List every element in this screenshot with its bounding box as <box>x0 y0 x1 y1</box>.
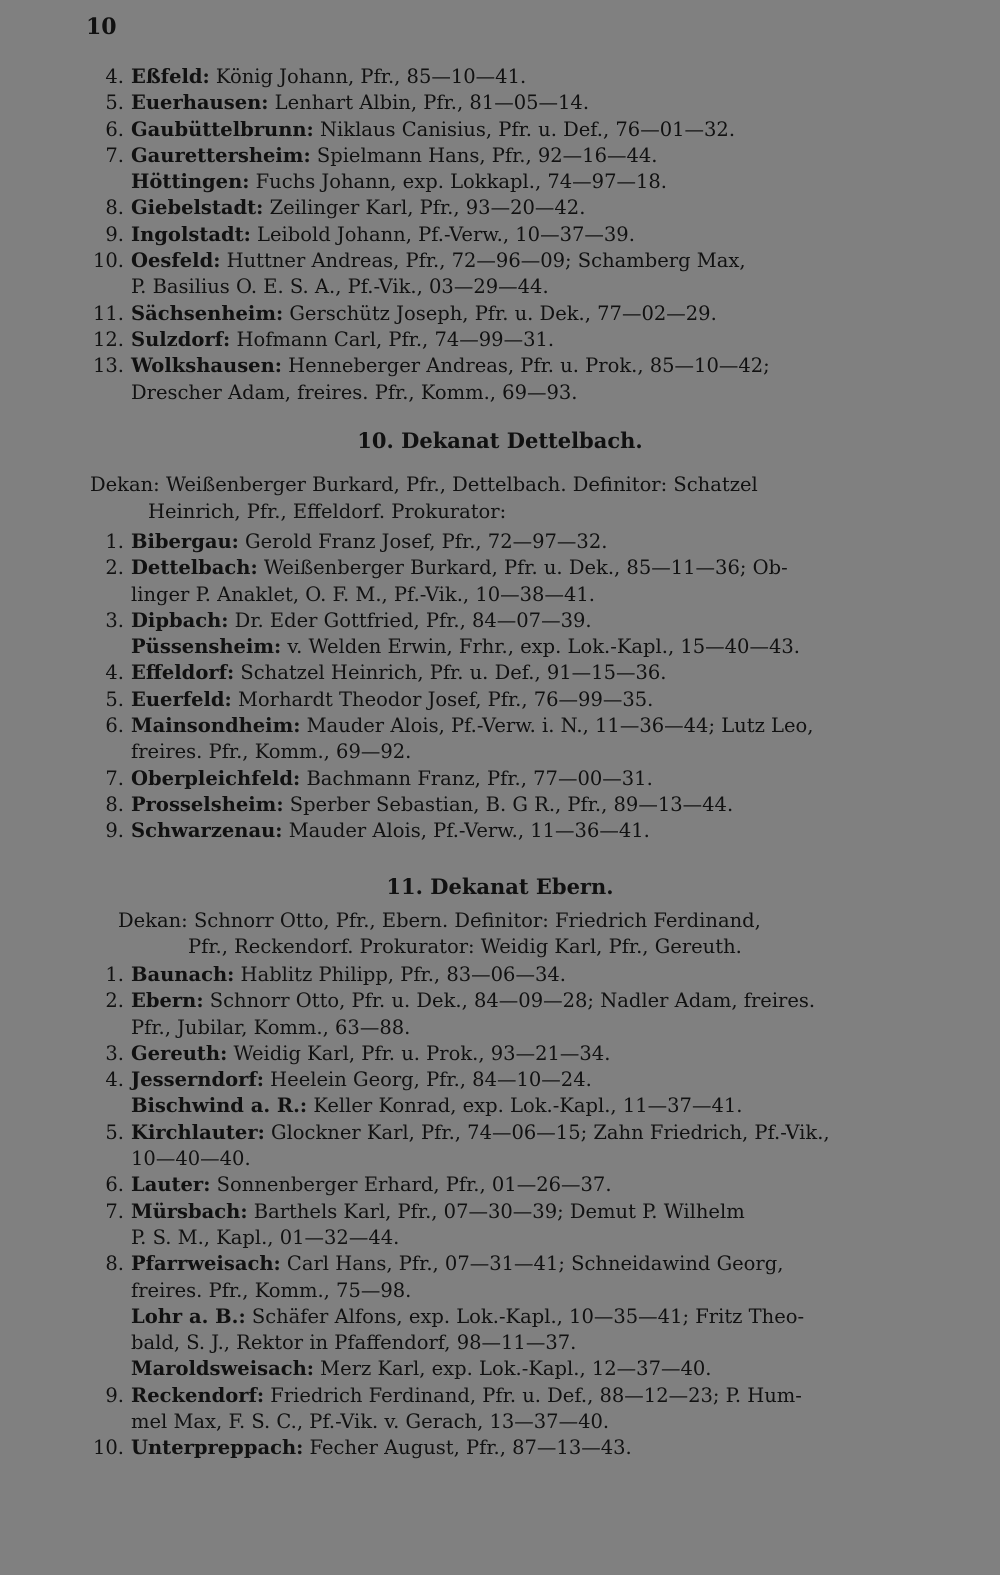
entry-body <box>131 818 650 844</box>
entry-number: 5. <box>105 91 124 115</box>
entry-text: Sonnenberger Erhard, Pfr., 01—26—37. <box>210 1173 612 1197</box>
entry-number: 3. <box>105 608 124 632</box>
entry-number: 4. <box>105 1068 124 1092</box>
parish-name: Bischwind a. R.: <box>131 1094 308 1118</box>
entry-number: 10. <box>92 249 124 273</box>
entry-body <box>131 301 717 327</box>
entry-text: König Johann, Pfr., 85—10—41. <box>209 65 527 88</box>
list-item <box>0 988 1000 1014</box>
entry-body <box>131 1330 576 1356</box>
parish-name: Gaubüttelbrunn: <box>131 117 314 141</box>
parish-name: Pfarrweisach: <box>131 1252 281 1276</box>
list-item <box>0 64 1000 90</box>
entry-text: freires. Pfr., Komm., 69—92. <box>131 740 412 764</box>
parish-name: Unterpreppach: <box>131 1436 304 1460</box>
parish-name: Gaurettersheim: <box>131 143 311 167</box>
list-item <box>0 555 1000 581</box>
list-item <box>0 962 1000 988</box>
entry-body <box>131 582 595 608</box>
entry-body <box>131 1015 410 1041</box>
entry-text: Schäfer Alfons, exp. Lok.-Kapl., 10—35—41; Fritz Theo- <box>245 1304 805 1328</box>
entry-text: mel Max, F. S. C., Pf.-Vik. v. Gerach, 13—37—40. <box>131 1410 610 1434</box>
entry-body <box>131 1093 742 1119</box>
entry-text: Niklaus Canisius, Pfr. u. Def., 76—01—32. <box>313 117 736 141</box>
entry-text: Glockner Karl, Pfr., 74—06—15; Zahn Friedrich, Pf.-Vik., <box>264 1120 830 1144</box>
entry-text: Sperber Sebastian, B. G R., Pfr., 89—13—44. <box>283 792 734 816</box>
entry-text: Huttner Andreas, Pfr., 72—96—09; Schamberg Max, <box>220 249 746 273</box>
entry-list-previous-dekanat <box>0 64 1000 406</box>
entry-body <box>131 1199 745 1225</box>
entry-number: 7. <box>105 1199 124 1223</box>
list-item <box>0 1304 1000 1330</box>
parish-name: Euerhausen: <box>131 91 269 115</box>
list-item <box>0 608 1000 634</box>
entry-number: 8. <box>105 792 124 816</box>
parish-name: Ingolstadt: <box>131 222 251 246</box>
entry-body <box>131 222 635 248</box>
entry-number: 13. <box>92 354 124 378</box>
entry-number: 9. <box>105 222 124 246</box>
list-item <box>0 1383 1000 1409</box>
list-item <box>0 353 1000 379</box>
entry-number: 5. <box>105 687 124 711</box>
parish-name: Mürsbach: <box>131 1199 248 1223</box>
entry-number: 7. <box>105 143 124 167</box>
entry-body <box>131 1278 411 1304</box>
parish-name: Kirchlauter: <box>131 1120 265 1144</box>
list-item <box>0 1172 1000 1198</box>
entry-text: freires. Pfr., Komm., 75—98. <box>131 1278 412 1302</box>
list-item <box>0 713 1000 739</box>
entry-body <box>131 1383 802 1409</box>
list-item <box>0 1015 1000 1041</box>
entry-body <box>131 143 658 169</box>
list-item <box>0 248 1000 274</box>
entry-body <box>131 687 653 713</box>
entry-number: 10. <box>92 1436 124 1460</box>
parish-name: Maroldsweisach: <box>131 1357 314 1381</box>
entry-number: 7. <box>105 766 124 790</box>
entry-text: v. Welden Erwin, Frhr., exp. Lok.-Kapl., 15—40—43. <box>281 635 800 659</box>
entry-number: 1. <box>105 963 124 986</box>
entry-number: 3. <box>105 1041 124 1065</box>
list-item <box>0 766 1000 792</box>
entry-number: 4. <box>105 661 124 685</box>
entry-body <box>131 353 770 379</box>
entry-text: Barthels Karl, Pfr., 07—30—39; Demut P. Wilhelm <box>247 1199 745 1223</box>
entry-number: 2. <box>105 556 124 580</box>
entry-text: Bachmann Franz, Pfr., 77—00—31. <box>300 766 653 790</box>
entry-body <box>131 327 554 353</box>
list-item <box>0 1330 1000 1356</box>
entry-text: Carl Hans, Pfr., 07—31—41; Schneidawind Georg, <box>280 1252 784 1276</box>
parish-name: Giebelstadt: <box>131 196 264 220</box>
dekan-line-1: Dekan: Weißenberger Burkard, Pfr., Dettelbach. Definitor: Schatzel <box>90 473 758 496</box>
parish-name: Schwarzenau: <box>131 819 283 843</box>
entry-number: 12. <box>92 327 124 351</box>
entry-number: 2. <box>105 989 124 1013</box>
parish-name: Mainsondheim: <box>131 714 301 738</box>
list-item <box>0 660 1000 686</box>
parish-name: Sächsenheim: <box>131 301 284 325</box>
entry-text: Morhardt Theodor Josef, Pfr., 76—99—35. <box>231 687 654 711</box>
parish-name: Oesfeld: <box>131 249 221 273</box>
entry-body <box>131 1041 610 1067</box>
entry-body <box>131 1120 830 1146</box>
parish-name: Ebern: <box>131 989 204 1013</box>
entry-text: Mauder Alois, Pf.-Verw. i. N., 11—36—44; Lutz Leo, <box>300 714 814 738</box>
entry-body <box>131 169 667 195</box>
entry-body <box>131 1409 609 1435</box>
entry-text: Hofmann Carl, Pfr., 74—99—31. <box>230 327 555 351</box>
dekan-line-1: Dekan: Schnorr Otto, Pfr., Ebern. Definitor: Friedrich Ferdinand, <box>118 909 761 932</box>
entry-text: Zeilinger Karl, Pfr., 93—20—42. <box>263 196 586 220</box>
entry-text: Henneberger Andreas, Pfr. u. Prok., 85—10—42; <box>281 354 770 378</box>
parish-name: Jesserndorf: <box>131 1068 264 1092</box>
dekan-line-2: Heinrich, Pfr., Effeldorf. Prokurator: <box>148 500 507 523</box>
entry-body <box>131 90 589 116</box>
list-item <box>0 143 1000 169</box>
entry-list-dekanat-ebern <box>0 962 1000 1462</box>
entry-text: Schnorr Otto, Pfr. u. Dek., 84—09—28; Nadler Adam, freires. <box>203 989 816 1013</box>
entry-number: 9. <box>105 819 124 843</box>
entry-body <box>131 195 585 221</box>
parish-name: Oberpleichfeld: <box>131 766 301 790</box>
entry-body <box>131 117 735 143</box>
entry-text: Spielmann Hans, Pfr., 92—16—44. <box>310 143 658 167</box>
entry-number: 4. <box>105 65 124 88</box>
entry-text: Weißenberger Burkard, Pfr. u. Dek., 85—11—36; Ob- <box>257 556 788 580</box>
parish-name: Wolkshausen: <box>131 354 282 378</box>
entry-body <box>131 660 667 686</box>
entry-body <box>131 248 746 274</box>
entry-text: Mauder Alois, Pf.-Verw., 11—36—41. <box>282 819 650 843</box>
list-item <box>0 1120 1000 1146</box>
entry-number: 8. <box>105 1252 124 1276</box>
entry-body <box>131 713 813 739</box>
parish-name: Lauter: <box>131 1173 211 1197</box>
entry-body <box>131 608 592 634</box>
entry-body <box>131 1251 783 1277</box>
entry-body <box>131 1067 592 1093</box>
list-item <box>0 1435 1000 1461</box>
list-item <box>0 582 1000 608</box>
entry-number: 6. <box>105 1173 124 1197</box>
entry-text: Weidig Karl, Pfr. u. Prok., 93—21—34. <box>227 1041 611 1065</box>
entry-text: Pfr., Jubilar, Komm., 63—88. <box>131 1015 411 1039</box>
list-item <box>0 274 1000 300</box>
list-item <box>0 818 1000 844</box>
parish-name: Püssensheim: <box>131 635 282 659</box>
list-item <box>0 739 1000 765</box>
entry-body <box>131 1304 804 1330</box>
parish-name: Dettelbach: <box>131 556 258 580</box>
list-item <box>0 1356 1000 1382</box>
parish-name: Dipbach: <box>131 608 229 632</box>
entry-body <box>131 1435 632 1461</box>
entry-body <box>131 1225 399 1251</box>
list-item <box>0 195 1000 221</box>
list-item <box>0 1409 1000 1435</box>
entry-number: 8. <box>105 196 124 220</box>
parish-name: Euerfeld: <box>131 687 232 711</box>
list-item <box>0 529 1000 555</box>
entry-body <box>131 634 800 660</box>
entry-text: Hablitz Philipp, Pfr., 83—06—34. <box>234 963 566 986</box>
entry-text: P. S. M., Kapl., 01—32—44. <box>131 1225 400 1249</box>
list-item <box>0 222 1000 248</box>
entry-body <box>131 274 549 300</box>
entry-body <box>131 766 653 792</box>
list-item <box>0 792 1000 818</box>
entry-list-dekanat-dettelbach <box>0 529 1000 845</box>
entry-number: 6. <box>105 117 124 141</box>
entry-text: P. Basilius O. E. S. A., Pf.-Vik., 03—29—44. <box>131 275 549 299</box>
entry-text: linger P. Anaklet, O. F. M., Pf.-Vik., 10—38—41. <box>131 582 595 606</box>
entry-body <box>131 962 566 988</box>
entry-text: Drescher Adam, freires. Pfr., Komm., 69—93. <box>131 380 578 404</box>
entry-body <box>131 1356 712 1382</box>
list-item <box>0 301 1000 327</box>
entry-body <box>131 739 411 765</box>
parish-name: Bibergau: <box>131 530 239 553</box>
entry-text: Fuchs Johann, exp. Lokkapl., 74—97—18. <box>249 170 667 194</box>
entry-text: Gerschütz Joseph, Pfr. u. Dek., 77—02—29. <box>283 301 717 325</box>
list-item <box>0 117 1000 143</box>
entry-number: 1. <box>105 530 124 553</box>
list-item <box>0 1067 1000 1093</box>
parish-name: Reckendorf: <box>131 1383 265 1407</box>
parish-name: Prosselsheim: <box>131 792 284 816</box>
page-number: 10 <box>86 14 117 40</box>
entry-text: Dr. Eder Gottfried, Pfr., 84—07—39. <box>228 608 592 632</box>
list-item <box>0 90 1000 116</box>
list-item <box>0 169 1000 195</box>
list-item <box>0 1225 1000 1251</box>
parish-name: Höttingen: <box>131 170 250 194</box>
list-item <box>0 1278 1000 1304</box>
entry-text: 10—40—40. <box>131 1147 251 1171</box>
list-item <box>0 1251 1000 1277</box>
entry-number: 9. <box>105 1383 124 1407</box>
list-item <box>0 687 1000 713</box>
section-title-dekanat-ebern: 11. Dekanat Ebern. <box>386 874 614 899</box>
entry-body <box>131 1146 251 1172</box>
list-item <box>0 1093 1000 1119</box>
entry-text: Friedrich Ferdinand, Pfr. u. Def., 88—12—23; P. Hum- <box>264 1383 802 1407</box>
entry-text: Gerold Franz Josef, Pfr., 72—97—32. <box>238 530 608 553</box>
section-title-dekanat-dettelbach: 10. Dekanat Dettelbach. <box>357 428 643 453</box>
entry-text: Heelein Georg, Pfr., 84—10—24. <box>263 1068 592 1092</box>
entry-number: 5. <box>105 1120 124 1144</box>
entry-body <box>131 555 788 581</box>
list-item <box>0 327 1000 353</box>
entry-number: 11. <box>92 301 124 325</box>
entry-body <box>131 988 815 1014</box>
parish-name: Lohr a. B.: <box>131 1304 246 1328</box>
entry-body <box>131 1172 612 1198</box>
parish-name: Effeldorf: <box>131 661 235 685</box>
parish-name: Gereuth: <box>131 1041 228 1065</box>
entry-text: Schatzel Heinrich, Pfr. u. Def., 91—15—36. <box>234 661 667 685</box>
parish-name: Eßfeld: <box>131 65 210 88</box>
entry-body <box>131 792 733 818</box>
entry-text: Leibold Johann, Pf.-Verw., 10—37—39. <box>250 222 635 246</box>
entry-text: Keller Konrad, exp. Lok.-Kapl., 11—37—41. <box>307 1094 743 1118</box>
entry-text: Fecher August, Pfr., 87—13—43. <box>303 1436 632 1460</box>
entry-body <box>131 64 526 90</box>
list-item <box>0 1146 1000 1172</box>
entry-text: Merz Karl, exp. Lok.-Kapl., 12—37—40. <box>313 1357 712 1381</box>
entry-text: Lenhart Albin, Pfr., 81—05—14. <box>268 91 590 115</box>
list-item <box>0 634 1000 660</box>
parish-name: Sulzdorf: <box>131 327 231 351</box>
dekan-line-2: Pfr., Reckendorf. Prokurator: Weidig Karl, Pfr., Gereuth. <box>188 935 742 958</box>
entry-text: bald, S. J., Rektor in Pfaffendorf, 98—11—37. <box>131 1331 577 1355</box>
list-item <box>0 1199 1000 1225</box>
entry-body <box>131 529 607 555</box>
list-item <box>0 380 1000 406</box>
list-item <box>0 1041 1000 1067</box>
parish-name: Baunach: <box>131 963 235 986</box>
entry-number: 6. <box>105 714 124 738</box>
entry-body <box>131 380 578 406</box>
